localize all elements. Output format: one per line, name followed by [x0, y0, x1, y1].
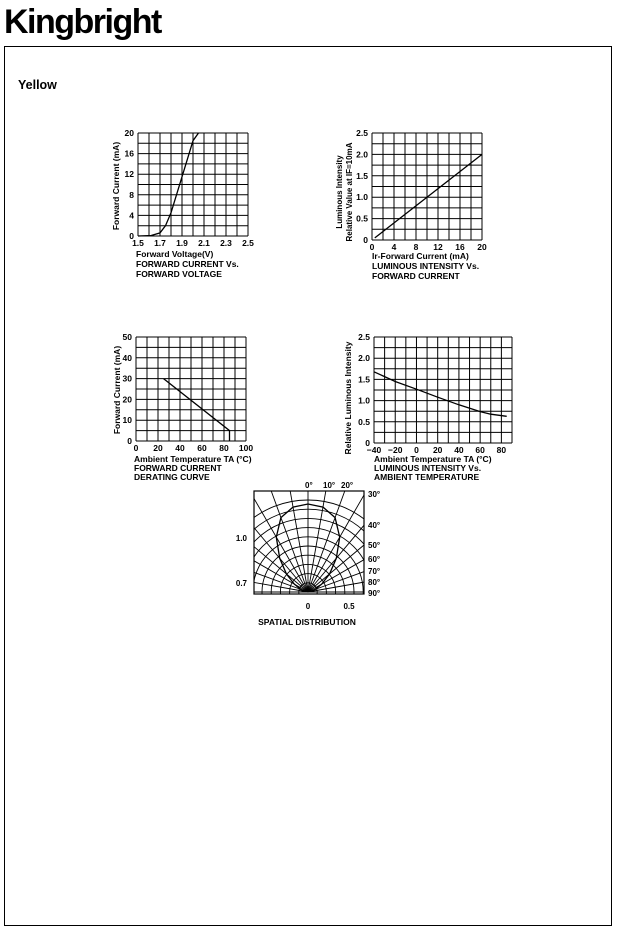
y-tick-label: 20	[122, 394, 132, 405]
y-tick-label: 8	[129, 189, 134, 200]
grid	[372, 133, 482, 240]
y-tick-label: 0	[365, 438, 370, 448]
y-tick-label: 50	[122, 332, 132, 342]
x-tick-label: 1.7	[154, 238, 166, 248]
y-tick-label: 0	[127, 436, 132, 446]
x-tick-label: 2.3	[220, 238, 232, 248]
angle-label: 20°	[341, 481, 354, 490]
caption-line: DERATING CURVE	[134, 472, 210, 482]
brand-logo: Kingbright	[4, 3, 161, 41]
x-tick-label: 80	[496, 445, 507, 455]
y-axis-label: Forward Current (mA)	[112, 345, 122, 435]
y-tick-label: 1.0	[358, 395, 370, 406]
chart-spatial-distribution	[225, 478, 395, 630]
section-title: Yellow	[18, 78, 57, 92]
bottom-label: 0.5	[343, 602, 355, 611]
angle-label: 30°	[368, 490, 381, 499]
y-tick-label: 0	[129, 231, 134, 241]
y-ticks	[356, 128, 368, 245]
angle-label: 10°	[323, 481, 336, 490]
chart-iv	[100, 120, 270, 290]
bottom-label: 0	[305, 602, 311, 611]
y-axis-label: Luminous Intensity	[335, 155, 344, 229]
y-ticks	[125, 128, 135, 241]
x-tick-label: 16	[455, 242, 465, 252]
caption-line: FORWARD CURRENT Vs.	[136, 259, 239, 269]
x-tick-label: 4	[391, 242, 397, 252]
angle-label: 70°	[368, 567, 381, 576]
y-axis-label: Relative Value at IF=10mA	[345, 142, 354, 242]
y-tick-label: 1.5	[356, 170, 368, 181]
caption-line: FORWARD VOLTAGE	[136, 269, 222, 279]
y-tick-label: 2.5	[356, 128, 368, 138]
x-tick-label: 40	[175, 443, 185, 453]
y-ticks	[358, 332, 370, 448]
x-tick-label: −20	[388, 445, 403, 455]
y-tick-label: 30	[122, 373, 132, 384]
series-line	[375, 154, 482, 238]
x-axis-label: Ambient Temperature TA (°C)	[134, 454, 252, 464]
caption-line: LUMINOUS INTENSITY Vs.	[374, 463, 482, 473]
y-tick-label: 40	[122, 352, 132, 363]
caption-line: SPATIAL DISTRIBUTION	[258, 617, 356, 627]
y-tick-label: 0.5	[356, 213, 368, 224]
x-tick-label: 12	[433, 242, 443, 252]
x-ticks	[132, 238, 254, 248]
x-tick-label: 40	[454, 445, 464, 455]
x-tick-label: 8	[413, 242, 419, 252]
caption-line: FORWARD CURRENT	[372, 271, 460, 281]
x-tick-label: 2.1	[198, 238, 210, 248]
y-tick-label: 2.0	[358, 353, 370, 364]
x-axis-label: Ambient Temperature TA (°C)	[374, 454, 492, 464]
x-axis-label: Forward Voltage(V)	[136, 249, 214, 259]
y-tick-label: 4	[129, 210, 134, 221]
radial-label: 1.0	[235, 534, 247, 543]
chart-derating	[100, 330, 270, 490]
angle-label: 80°	[368, 578, 381, 587]
x-tick-label: 0	[369, 242, 375, 252]
chart-luminous-vs-current	[330, 120, 510, 290]
series-line	[374, 372, 507, 417]
x-tick-label: 20	[477, 242, 487, 252]
x-tick-label: 1.9	[176, 238, 188, 248]
y-axis-label: Relative Luminous Intensity	[343, 341, 353, 455]
grid	[136, 337, 246, 441]
y-tick-label: 1.5	[358, 374, 370, 385]
x-tick-label: 100	[238, 443, 254, 453]
chart-luminous-vs-temperature	[330, 330, 520, 490]
x-tick-label: 60	[197, 443, 207, 453]
grid	[374, 337, 512, 443]
y-tick-label: 12	[124, 169, 134, 180]
grid	[138, 133, 248, 236]
x-tick-label: 0	[414, 445, 419, 455]
angle-label: 50°	[368, 541, 381, 550]
x-tick-label: 80	[219, 443, 229, 453]
y-tick-label: 16	[124, 148, 134, 159]
y-tick-label: 10	[122, 415, 132, 426]
x-tick-label: 1.5	[132, 238, 144, 248]
x-tick-label: 20	[432, 445, 443, 455]
y-tick-label: 2.5	[358, 332, 370, 342]
x-tick-label: −40	[366, 445, 382, 455]
caption-line: FORWARD CURRENT	[134, 463, 222, 473]
y-tick-label: 0.5	[358, 416, 370, 427]
x-axis-label: Ir-Forward Current (mA)	[372, 251, 469, 261]
caption-line: LUMINOUS INTENSITY Vs.	[372, 261, 480, 271]
y-tick-label: 1.0	[356, 192, 368, 203]
caption-line: AMBIENT TEMPERATURE	[374, 472, 480, 482]
x-tick-label: 0	[133, 443, 139, 453]
y-tick-label: 0	[363, 235, 368, 245]
angle-label: 90°	[368, 589, 381, 598]
y-tick-label: 20	[124, 128, 134, 138]
y-axis-label: Forward Current (mA)	[111, 141, 121, 231]
angle-label: 40°	[368, 521, 381, 530]
angle-label: 0°	[305, 481, 313, 490]
angle-label: 60°	[368, 555, 381, 564]
x-tick-label: 20	[153, 443, 163, 453]
radial-label: 0.7	[235, 579, 247, 588]
x-ticks	[134, 443, 254, 453]
y-ticks	[123, 332, 133, 446]
x-tick-label: 2.5	[242, 238, 254, 248]
y-tick-label: 2.0	[356, 149, 368, 160]
x-tick-label: 60	[475, 445, 485, 455]
